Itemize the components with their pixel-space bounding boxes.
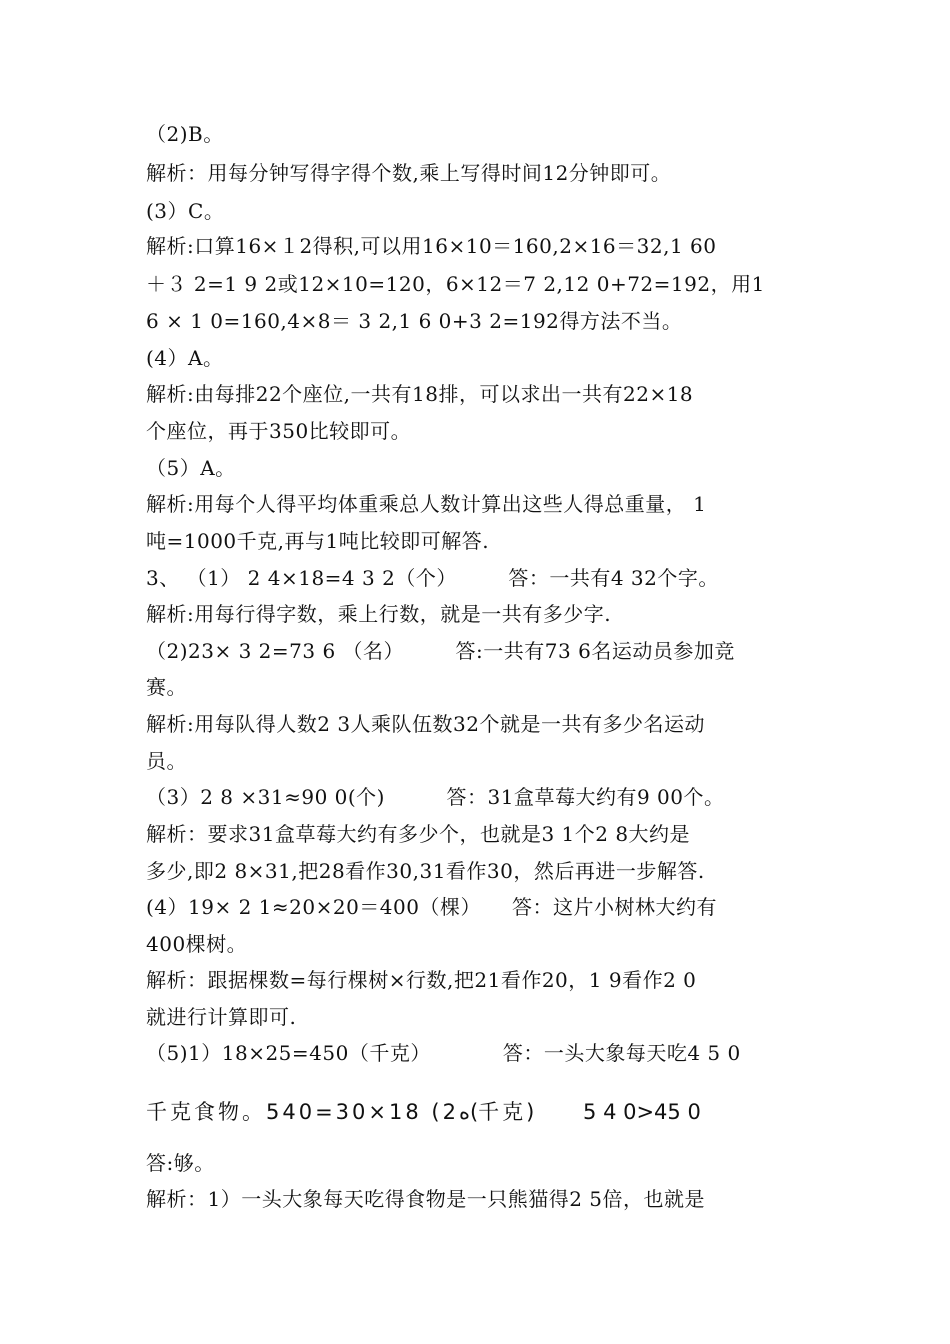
- explanation-line: 解析:由每排22个座位,一共有18排，可以求出一共有22×18: [146, 382, 694, 406]
- explanation-line: 6 × 1 0=160,4×8＝ 3 2,1 6 0+3 2=192得方法不当。: [146, 309, 683, 333]
- explanation-line: 解析:用每个人得平均体重乘总人数计算出这些人得总重量， 1: [146, 492, 707, 516]
- answer-line: 3、 （1） 2 4×18=4 3 2（个） 答：一共有4 32个字。: [146, 566, 719, 590]
- explanation-line: 解析:用每行得字数，乘上行数，就是一共有多少字.: [146, 602, 612, 626]
- answer-line: 答:够。: [146, 1151, 215, 1175]
- answer-line: （5）A。: [146, 456, 236, 480]
- answer-line: 400棵树。: [146, 932, 248, 956]
- answer-line: 千克食物。540=30×18 (2ه(千克) 5 4 0>45 0: [146, 1100, 701, 1124]
- explanation-line: 解析：跟据棵数=每行棵树×行数,把21看作20，1 9看作2 0: [146, 968, 697, 992]
- answer-line: （3）2 8 ×31≈90 0(个) 答：31盒草莓大约有9 00个。: [146, 785, 725, 809]
- explanation-line: 解析：用每分钟写得字得个数,乘上写得时间12分钟即可。: [146, 161, 672, 185]
- explanation-line: 解析：要求31盒草莓大约有多少个，也就是3 1个2 8大约是: [146, 822, 691, 846]
- explanation-line: 解析:口算16×１2得积,可以用16×10＝160,2×16＝32,1 60: [146, 234, 717, 258]
- answer-line: (4）A。: [146, 346, 224, 370]
- answer-line: (4）19× 2 1≈20×20＝400（棵） 答：这片小树林大约有: [146, 895, 717, 919]
- explanation-line: 员。: [146, 749, 187, 773]
- answer-line: （2)23× 3 2=73 6 （名） 答:一共有73 6名运动员参加竞: [146, 639, 735, 663]
- explanation-line: 就进行计算即可.: [146, 1005, 297, 1029]
- answer-line: (3）C。: [146, 199, 225, 223]
- answer-line: （2)B。: [146, 122, 224, 146]
- explanation-line: 解析:用每队得人数2 3人乘队伍数32个就是一共有多少名运动: [146, 712, 705, 736]
- explanation-line: 吨=1000千克,再与1吨比较即可解答.: [146, 529, 490, 553]
- explanation-line: 解析：1）一头大象每天吃得食物是一只熊猫得2 5倍，也就是: [146, 1187, 706, 1211]
- explanation-line: 个座位，再于350比较即可。: [146, 419, 412, 443]
- explanation-line: 多少,即2 8×31,把28看作30,31看作30，然后再进一步解答.: [146, 859, 705, 883]
- answer-line: 赛。: [146, 675, 187, 699]
- explanation-line: ＋３ 2=1 9 2或12×10=120，6×12＝7 2,12 0+72=192，用1: [146, 272, 765, 296]
- answer-line: （5)1）18×25=450（千克） 答：一头大象每天吃4 5 0: [146, 1041, 741, 1065]
